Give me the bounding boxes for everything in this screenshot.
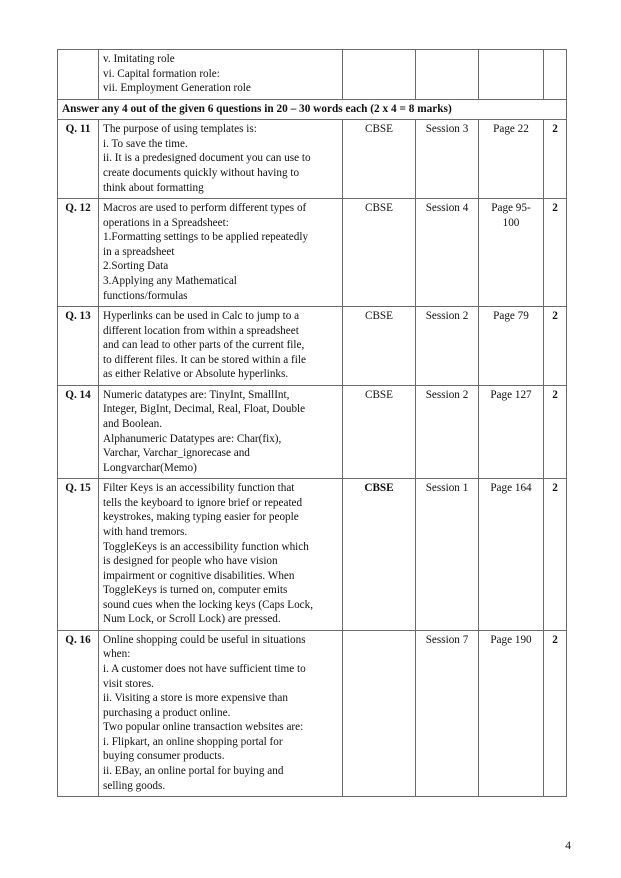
page-reference-cell: Page 127 — [479, 385, 544, 478]
answer-line: impairment or cognitive disabilities. When — [103, 569, 295, 582]
table-row — [58, 385, 567, 478]
marks-cell: 2 — [544, 630, 567, 796]
page-reference-cell: Page 95-100 — [479, 199, 544, 307]
source-cell — [343, 630, 416, 796]
answer-lines — [103, 122, 338, 195]
answer-line: Alphanumeric Datatypes are: Char(fix), — [103, 432, 282, 445]
source-cell: CBSE — [343, 479, 416, 631]
answer-line: Varchar, Varchar_ignorecase and — [103, 447, 250, 460]
answer-line: buying consumer products. — [103, 750, 225, 763]
answer-cell — [99, 630, 343, 796]
marks-cell: 2 — [544, 199, 567, 307]
answer-line: selling goods. — [103, 779, 166, 792]
answer-lines — [103, 388, 338, 475]
answer-line: in a spreadsheet — [103, 245, 175, 258]
answer-line: and Boolean. — [103, 418, 163, 431]
answer-line: Integer, BigInt, Decimal, Real, Float, Double — [103, 403, 306, 416]
answer-line: ii. EBay, an online portal for buying and — [103, 764, 284, 777]
answer-line: Numeric datatypes are: TinyInt, SmallInt, — [103, 388, 290, 401]
section-instruction: Answer any 4 out of the given 6 questions in 20 – 30 words each (2 x 4 = 8 marks) — [58, 99, 567, 120]
question-number-cell: Q. 12 — [58, 199, 99, 307]
answer-line: i. To save the time. — [103, 137, 188, 150]
answer-line: 3.Applying any Mathematical — [103, 274, 237, 287]
page-reference-cell — [479, 50, 544, 100]
answer-lines — [103, 481, 338, 627]
table-row — [58, 120, 567, 199]
session-cell: Session 3 — [416, 120, 479, 199]
answer-line: ToggleKeys is an accessibility function which — [103, 540, 309, 553]
marks-cell: 2 — [544, 120, 567, 199]
table-row — [58, 479, 567, 631]
source-cell: CBSE — [343, 120, 416, 199]
answer-line: with hand tremors. — [103, 525, 188, 538]
answer-line: ii. It is a predesigned document you can use to — [103, 152, 311, 165]
page-reference-cell: Page 190 — [479, 630, 544, 796]
answer-line: i. Flipkart, an online shopping portal for — [103, 735, 283, 748]
answer-cell — [99, 385, 343, 478]
answer-cell — [99, 199, 343, 307]
session-cell: Session 2 — [416, 307, 479, 386]
answer-line: Num Lock, or Scroll Lock) are pressed. — [103, 613, 281, 626]
question-number-cell: Q. 11 — [58, 120, 99, 199]
answer-line: ii. Visiting a store is more expensive than — [103, 692, 288, 705]
question-number-cell — [58, 50, 99, 100]
answer-line: create documents quickly without having to — [103, 167, 300, 180]
marks-cell — [544, 50, 567, 100]
answer-line: Longvarchar(Memo) — [103, 461, 197, 474]
answer-line: v. Imitating role — [103, 53, 175, 65]
answer-line: 1.Formatting settings to be applied repeatedly — [103, 231, 309, 244]
page-number: 4 — [565, 840, 571, 852]
answer-line: visit stores. — [103, 677, 154, 690]
answer-lines — [103, 201, 338, 303]
answer-line: Two popular online transaction websites are: — [103, 721, 304, 734]
marks-cell: 2 — [544, 307, 567, 386]
answer-lines — [103, 52, 338, 96]
answer-line: different location from within a spreadsheet — [103, 324, 299, 337]
answer-line: purchasing a product online. — [103, 706, 231, 719]
answer-cell — [99, 50, 343, 100]
answer-line: functions/formulas — [103, 289, 188, 302]
answer-lines — [103, 309, 338, 382]
source-cell: CBSE — [343, 385, 416, 478]
answer-lines — [103, 633, 338, 793]
answer-line: tells the keyboard to ignore brief or repeated — [103, 496, 303, 509]
answer-line: to different files. It can be stored within a file — [103, 353, 306, 366]
answer-line: when: — [103, 648, 131, 661]
question-number-cell: Q. 14 — [58, 385, 99, 478]
marks-cell: 2 — [544, 479, 567, 631]
answer-line: and can lead to other parts of the current file, — [103, 339, 305, 352]
session-cell: Session 4 — [416, 199, 479, 307]
answer-line: Hyperlinks can be used in Calc to jump to a — [103, 310, 300, 323]
source-cell: CBSE — [343, 199, 416, 307]
answer-line: operations in a Spreadsheet: — [103, 216, 229, 229]
question-number-cell: Q. 15 — [58, 479, 99, 631]
answer-line: 2.Sorting Data — [103, 260, 169, 273]
answer-line: ToggleKeys is turned on, computer emits — [103, 584, 288, 597]
table-row-continued — [58, 50, 567, 100]
table-row — [58, 630, 567, 796]
answer-line: sound cues when the locking keys (Caps Lock, — [103, 598, 314, 611]
session-cell: Session 1 — [416, 479, 479, 631]
section-instruction-row — [58, 99, 567, 120]
answer-cell — [99, 479, 343, 631]
answer-line: Filter Keys is an accessibility function that — [103, 482, 295, 495]
answer-line: vii. Employment Generation role — [103, 82, 251, 95]
answer-line: i. A customer does not have sufficient time to — [103, 663, 306, 676]
answer-key-table — [57, 49, 567, 797]
session-cell — [416, 50, 479, 100]
answer-line: keystrokes, making typing easier for people — [103, 511, 299, 524]
table-row — [58, 307, 567, 386]
marks-cell: 2 — [544, 385, 567, 478]
answer-line: vi. Capital formation role: — [103, 67, 220, 80]
session-cell: Session 7 — [416, 630, 479, 796]
session-cell: Session 2 — [416, 385, 479, 478]
source-cell: CBSE — [343, 307, 416, 386]
source-cell — [343, 50, 416, 100]
answer-cell — [99, 307, 343, 386]
page-reference-cell: Page 164 — [479, 479, 544, 631]
question-number-cell: Q. 13 — [58, 307, 99, 386]
question-number-cell: Q. 16 — [58, 630, 99, 796]
answer-table-body — [58, 50, 567, 797]
page-reference-cell: Page 22 — [479, 120, 544, 199]
answer-line: think about formatting — [103, 181, 204, 194]
answer-line: Macros are used to perform different types of — [103, 202, 307, 215]
answer-line: Online shopping could be useful in situations — [103, 633, 306, 646]
table-row — [58, 199, 567, 307]
answer-line: as either Relative or Absolute hyperlinks. — [103, 368, 289, 381]
page-reference-cell: Page 79 — [479, 307, 544, 386]
answer-cell — [99, 120, 343, 199]
answer-line: is designed for people who have vision — [103, 555, 278, 568]
answer-line: The purpose of using templates is: — [103, 123, 257, 136]
